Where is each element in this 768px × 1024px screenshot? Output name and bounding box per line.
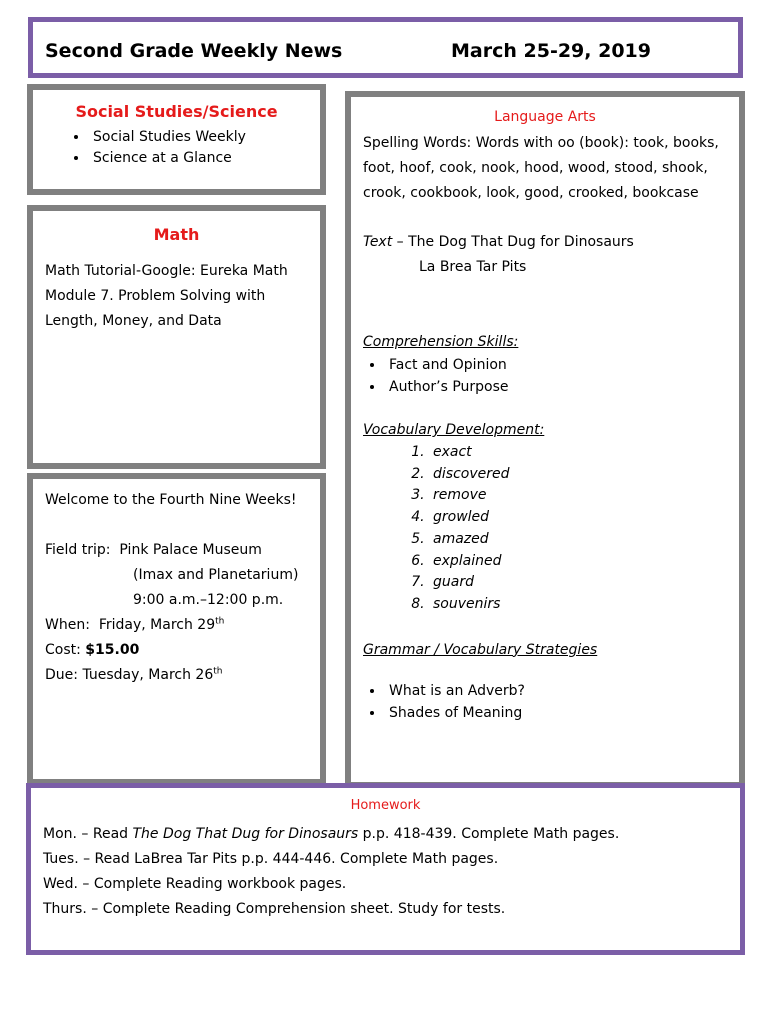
welcome-greeting: Welcome to the Fourth Nine Weeks! — [45, 492, 297, 508]
list-item: • Author’s Purpose — [385, 376, 733, 398]
math-body: Math Tutorial-Google: Eureka Math Module 7. Problem Solving with Length, Money, and Data — [45, 263, 288, 329]
text-line — [363, 230, 733, 255]
list-item: 3. remove — [429, 485, 733, 507]
homework-mon-title: The Dog That Dug for Dinosaurs — [132, 826, 359, 842]
list-item: 5. amazed — [429, 529, 733, 551]
field-trip-place: Pink Palace Museum — [119, 542, 262, 558]
text-title: The Dog That Dug for Dinosaurs — [408, 234, 634, 250]
homework-heading: Homework — [350, 798, 421, 813]
list-item: 1. exact — [429, 442, 733, 464]
when-suffix: th — [215, 616, 225, 627]
homework-wednesday: Wed. – Complete Reading workbook pages. — [43, 876, 347, 892]
social-studies-panel — [27, 84, 326, 195]
text-title-2: La Brea Tar Pits — [419, 259, 527, 275]
grammar-title: Grammar / Vocabulary Strategies — [363, 641, 598, 658]
list-item: 6. explained — [429, 551, 733, 573]
when-label: When: — [45, 617, 90, 633]
social-heading: Social Studies/Science — [75, 102, 278, 121]
social-list — [33, 127, 320, 169]
when-value: Friday, March 29 — [98, 617, 216, 633]
newsletter-title: Second Grade Weekly News — [45, 40, 343, 62]
newsletter-date: March 25-29, 2019 — [451, 40, 651, 62]
due-suffix: th — [213, 666, 223, 677]
cost-label: Cost: — [45, 642, 81, 658]
header-banner — [28, 17, 743, 78]
cost-line — [45, 638, 315, 663]
text-label: Text — [363, 234, 393, 250]
spelling-words: Spelling Words: Words with oo (book): took, books, foot, hoof, cook, nook, hood, wood, stood, shook, crook, cookbook, look, good, crooked, bookcase — [363, 135, 719, 201]
list-item: • Fact and Opinion — [385, 354, 733, 376]
welcome-panel — [27, 473, 326, 785]
list-item: • Social Studies Weekly — [89, 127, 320, 148]
grammar-list — [363, 680, 733, 724]
field-trip-label: Field trip: — [45, 542, 111, 558]
cost-value: $15.00 — [85, 642, 140, 658]
comprehension-list — [363, 354, 733, 398]
homework-thursday: Thurs. – Complete Reading Comprehension sheet. Study for tests. — [43, 901, 506, 917]
vocabulary-list — [363, 442, 733, 616]
list-item: 8. souvenirs — [429, 594, 733, 616]
list-item: 7. guard — [429, 572, 733, 594]
list-item: • Shades of Meaning — [385, 702, 733, 724]
math-heading: Math — [153, 225, 200, 244]
field-trip-sub: (Imax and Planetarium) — [133, 567, 299, 583]
vocabulary-title: Vocabulary Development: — [363, 422, 545, 438]
homework-mon-prefix: Mon. – Read — [43, 826, 133, 842]
list-item: • What is an Adverb? — [385, 680, 733, 702]
homework-monday — [43, 822, 619, 847]
homework-tuesday: Tues. – Read LaBrea Tar Pits p.p. 444-446. Complete Math pages. — [43, 851, 499, 867]
due-value: Tuesday, March 26 — [82, 667, 214, 683]
homework-mon-rest: p.p. 418-439. Complete Math pages. — [358, 826, 620, 842]
when-line — [45, 613, 315, 638]
due-line — [45, 663, 315, 688]
comprehension-title: Comprehension Skills: — [363, 334, 519, 350]
due-label: Due: — [45, 667, 78, 683]
language-arts-panel — [345, 91, 745, 788]
homework-panel — [26, 783, 745, 955]
list-item: 4. growled — [429, 507, 733, 529]
math-panel — [27, 205, 326, 469]
text-dash: – — [392, 234, 409, 250]
list-item: 2. discovered — [429, 464, 733, 486]
field-trip-line — [45, 538, 315, 563]
list-item: • Science at a Glance — [89, 148, 320, 169]
field-trip-time: 9:00 a.m.–12:00 p.m. — [133, 592, 284, 608]
lang-heading: Language Arts — [494, 109, 596, 125]
